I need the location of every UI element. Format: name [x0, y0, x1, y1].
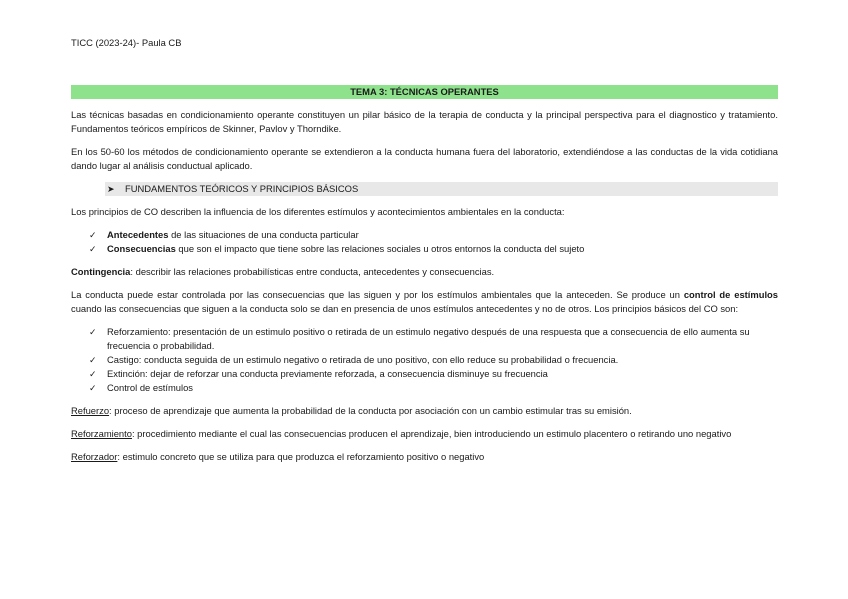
list-item [71, 325, 778, 353]
page-header: TICC (2023-24)- Paula CB [71, 37, 182, 48]
definition-text: : procedimiento mediante el cual las consecuencias producen el aprendizaje, bien introduciendo un estimulo placentero o retirando uno negativo [131, 428, 732, 439]
contingency-text: : describir las relaciones probabilísticas entre conducta, antecedentes y consecuencias. [130, 266, 495, 277]
section-heading-label: FUNDAMENTOS TEÓRICOS Y PRINCIPIOS BÁSICOS [125, 183, 359, 194]
intro-paragraph-1: Las técnicas basadas en condicionamiento operante constituyen un pilar básico de la terapia de conducta y la principal perspectiva para el diagnostico y tratamiento. Fundamentos teóricos empíricos de Skinner, Pavlov y Thorndike. [71, 109, 778, 134]
definition-term: Refuerzo [71, 405, 110, 416]
check-icon: ✓ [89, 327, 97, 337]
basic-text: Reforzamiento: presentación de un estimulo positivo o retirada de un estimulo negativo después de una respuesta que a consecuencia de ello aumenta su frecuencia o probabilidad. [107, 326, 750, 351]
list-item [71, 381, 778, 395]
principle-term: Antecedentes [107, 229, 169, 240]
principles-intro: Los principios de CO describen la influencia de los diferentes estímulos y acontecimientos ambientales en la conducta: [71, 206, 565, 217]
check-icon: ✓ [89, 355, 97, 365]
principle-text: de las situaciones de una conducta particular [168, 229, 359, 240]
contingency-paragraph [71, 265, 778, 279]
section-heading [105, 182, 778, 196]
list-item [71, 228, 778, 242]
control-term: control de estímulos [683, 289, 778, 300]
control-text-after: cuando las consecuencias que siguen a la conducta solo se dan en presencia de unos estímulos antecedentes y no de otros. Los principios básicos del CO son: [71, 303, 739, 314]
intro-paragraph-2: En los 50-60 los métodos de condicionamiento operante se extendieron a la conducta humana fuera del laboratorio, extendiéndose a las conductas de la vida cotidiana dando lugar al análisis conductual aplicado. [71, 146, 778, 171]
basic-text: Castigo: conducta seguida de un estimulo negativo o retirada de uno positivo, con ello reduce su probabilidad o frecuencia. [107, 354, 619, 365]
document-body [71, 85, 778, 473]
definition-reforzamiento [71, 427, 778, 441]
check-icon: ✓ [89, 369, 97, 379]
contingency-term: Contingencia [71, 266, 131, 277]
definition-refuerzo [71, 404, 778, 418]
definition-reforzador [71, 450, 778, 464]
control-text-before: La conducta puede estar controlada por las consecuencias que las siguen y por los estímulos ambientales que la anteceden. Se produce un [71, 289, 684, 300]
check-icon: ✓ [89, 244, 97, 254]
basics-list [71, 325, 778, 395]
principles-list [71, 228, 778, 256]
definition-term: Reforzador [71, 451, 118, 462]
basic-text: Extinción: dejar de reforzar una conducta previamente reforzada, a consecuencia disminuye su frecuencia [107, 368, 548, 379]
list-item [71, 353, 778, 367]
list-item [71, 242, 778, 256]
chapter-title: TEMA 3: TÉCNICAS OPERANTES [71, 85, 778, 99]
principle-text: que son el impacto que tiene sobre las relaciones sociales u otros entornos la conducta del sujeto [175, 243, 585, 254]
check-icon: ✓ [89, 383, 97, 393]
check-icon: ✓ [89, 230, 97, 240]
definition-term: Reforzamiento [71, 428, 132, 439]
list-item [71, 367, 778, 381]
definition-text: : proceso de aprendizaje que aumenta la probabilidad de la conducta por asociación con un cambio estimular tras su emisión. [109, 405, 632, 416]
arrow-bullet-icon: ➤ [107, 184, 115, 194]
principle-term: Consecuencias [107, 243, 176, 254]
basic-text: Control de estímulos [107, 382, 193, 393]
control-paragraph [71, 288, 778, 316]
definition-text: : estimulo concreto que se utiliza para que produzca el reforzamiento positivo o negativo [117, 451, 485, 462]
